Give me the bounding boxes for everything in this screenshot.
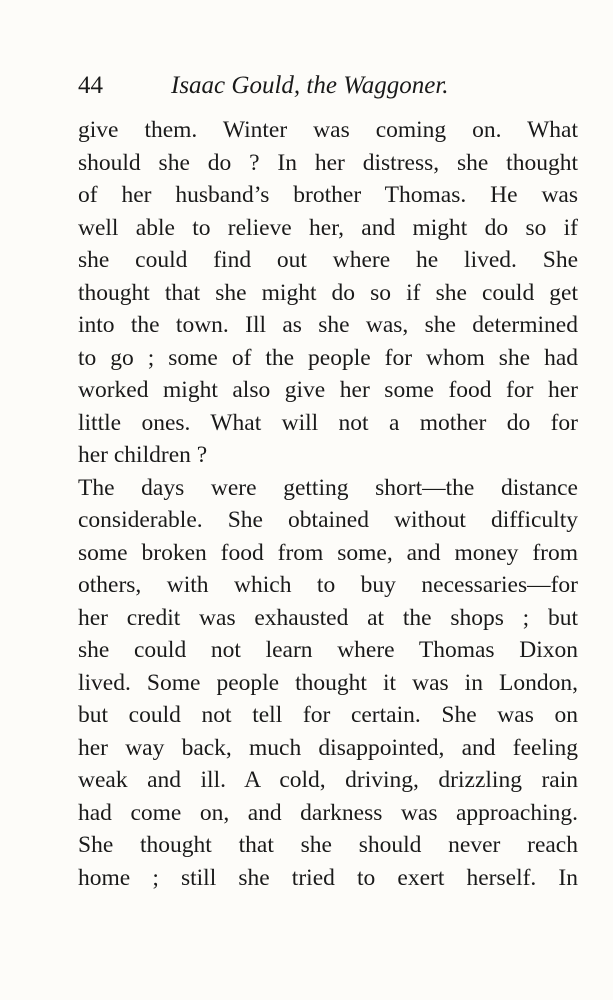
body-text bbox=[78, 114, 578, 894]
page-header bbox=[78, 68, 578, 108]
text-line: thought that she might do so if she could get bbox=[78, 279, 578, 306]
text-line: give them. Winter was coming on. What bbox=[78, 117, 578, 143]
text-line: home ; still she tried to exert herself. In bbox=[78, 864, 578, 891]
text-line: her way back, much disappointed, and feeling bbox=[78, 734, 578, 761]
text-line: should she do ? In her distress, she thought bbox=[78, 149, 578, 176]
text-line: weak and ill. A cold, driving, drizzling rain bbox=[78, 767, 578, 793]
text-line: she could not learn where Thomas Dixon bbox=[78, 637, 578, 663]
text-line: had come on, and darkness was approaching. bbox=[78, 799, 578, 826]
text-line: little ones. What will not a mother do for bbox=[78, 409, 578, 436]
text-line: to go ; some of the people for whom she had bbox=[78, 344, 578, 371]
text-line: into the town. Ill as she was, she determined bbox=[78, 312, 578, 338]
text-line: The days were getting short—the distance bbox=[78, 474, 578, 501]
page-number: 44 bbox=[78, 72, 103, 99]
text-line: her children ? bbox=[78, 442, 208, 468]
text-line: of her husband’s brother Thomas. He was bbox=[78, 182, 578, 208]
text-line: worked might also give her some food for her bbox=[78, 377, 578, 403]
text-line: considerable. She obtained without difficulty bbox=[78, 507, 578, 533]
text-line: some broken food from some, and money from bbox=[78, 539, 578, 566]
text-line: her credit was exhausted at the shops ; but bbox=[78, 604, 578, 631]
text-line: She thought that she should never reach bbox=[78, 832, 578, 858]
text-line: well able to relieve her, and might do so if bbox=[78, 214, 578, 241]
running-title: Isaac Gould, the Waggoner. bbox=[171, 72, 449, 99]
text-line: lived. Some people thought it was in London, bbox=[78, 669, 578, 696]
text-line: others, with which to buy necessaries—for bbox=[78, 572, 578, 598]
text-line: but could not tell for certain. She was on bbox=[78, 702, 578, 728]
text-line: she could find out where he lived. She bbox=[78, 247, 578, 273]
